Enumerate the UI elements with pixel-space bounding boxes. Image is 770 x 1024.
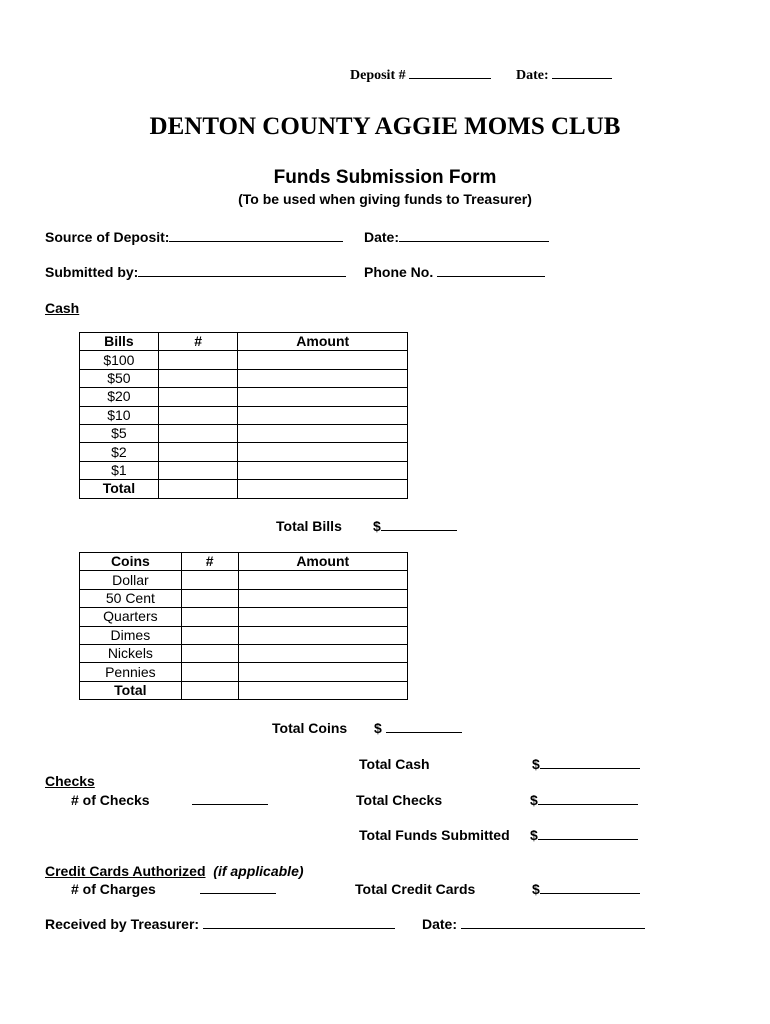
coin-count-cell[interactable] (181, 589, 238, 607)
credit-count-field[interactable] (200, 881, 276, 894)
bill-count-cell[interactable] (158, 406, 238, 424)
total-coins-field[interactable] (386, 720, 462, 733)
bills-total-count-cell[interactable] (158, 480, 238, 498)
table-row (80, 626, 408, 644)
total-credit-field[interactable] (540, 881, 640, 894)
coin-count-cell[interactable] (181, 571, 238, 589)
coins-header-amount: Amount (238, 553, 407, 571)
bill-denomination: $100 (80, 351, 159, 369)
table-row (80, 424, 408, 442)
coin-amount-cell[interactable] (238, 663, 407, 681)
source-date-field[interactable] (399, 229, 549, 242)
bills-header-denomination: Bills (80, 333, 159, 351)
cash-heading: Cash (45, 300, 80, 316)
phone-field[interactable] (437, 264, 545, 277)
bill-amount-cell[interactable] (238, 424, 408, 442)
total-cash-label: Total Cash (359, 756, 430, 772)
table-row (80, 644, 408, 662)
bill-count-cell[interactable] (158, 388, 238, 406)
total-funds-row (530, 827, 638, 843)
total-coins-row (374, 720, 462, 736)
table-row (80, 608, 408, 626)
coin-amount-cell[interactable] (238, 589, 407, 607)
received-label: Received by Treasurer: (45, 916, 200, 932)
total-checks-label: Total Checks (356, 792, 443, 808)
total-bills-row (373, 518, 457, 534)
coin-denomination: 50 Cent (80, 589, 182, 607)
total-credit-label: Total Credit Cards (355, 881, 476, 897)
received-date-field[interactable] (461, 916, 645, 929)
table-row (80, 589, 408, 607)
coin-amount-cell[interactable] (238, 608, 407, 626)
table-row (80, 443, 408, 461)
bill-count-cell[interactable] (158, 351, 238, 369)
phone-row (364, 264, 545, 280)
bills-total-row (80, 480, 408, 498)
bill-denomination: $10 (80, 406, 159, 424)
coin-denomination: Pennies (80, 663, 182, 681)
source-label: Source of Deposit: (45, 229, 170, 245)
deposit-number-row (350, 66, 491, 84)
total-coins-label: Total Coins (272, 720, 348, 736)
submitted-field[interactable] (138, 264, 346, 277)
table-row (80, 461, 408, 479)
coins-header-row (80, 553, 408, 571)
bills-table (79, 332, 408, 499)
received-date-label: Date: (422, 916, 458, 932)
total-bills-field[interactable] (381, 518, 457, 531)
checks-count-field[interactable] (192, 792, 268, 805)
coins-total-amount-cell[interactable] (238, 681, 407, 699)
table-row (80, 663, 408, 681)
coins-table (79, 552, 408, 700)
credit-count-row (200, 881, 276, 897)
bills-header-row (80, 333, 408, 351)
bill-denomination: $20 (80, 388, 159, 406)
bills-header-count: # (158, 333, 238, 351)
table-row (80, 388, 408, 406)
bills-total-label: Total (80, 480, 159, 498)
checks-count-row (192, 792, 268, 808)
credit-heading: Credit Cards Authorized (45, 863, 206, 879)
received-date-row (422, 916, 645, 932)
top-date-field[interactable] (552, 66, 612, 79)
total-credit-row (532, 881, 640, 897)
total-bills-label: Total Bills (276, 518, 342, 534)
total-funds-field[interactable] (538, 827, 638, 840)
coin-denomination: Dollar (80, 571, 182, 589)
checks-count-label: # of Checks (71, 792, 150, 808)
table-row (80, 406, 408, 424)
bill-amount-cell[interactable] (238, 388, 408, 406)
coin-denomination: Quarters (80, 608, 182, 626)
table-row (80, 351, 408, 369)
credit-count-label: # of Charges (71, 881, 156, 897)
total-checks-field[interactable] (538, 792, 638, 805)
table-row (80, 571, 408, 589)
coin-count-cell[interactable] (181, 663, 238, 681)
source-date-label: Date: (364, 229, 400, 245)
coins-total-count-cell[interactable] (181, 681, 238, 699)
top-date-row (516, 66, 612, 84)
total-cash-currency: $ (532, 756, 540, 772)
bill-amount-cell[interactable] (238, 369, 408, 387)
coin-count-cell[interactable] (181, 608, 238, 626)
received-row (45, 916, 395, 932)
coins-header-count: # (181, 553, 238, 571)
bill-count-cell[interactable] (158, 461, 238, 479)
bill-amount-cell[interactable] (238, 351, 408, 369)
coin-amount-cell[interactable] (238, 571, 407, 589)
total-funds-currency: $ (530, 827, 538, 843)
coin-count-cell[interactable] (181, 626, 238, 644)
total-cash-row (532, 756, 640, 772)
total-bills-currency: $ (373, 518, 381, 534)
form-subtitle: (To be used when giving funds to Treasurer) (238, 191, 532, 207)
source-row (45, 229, 343, 245)
form-title: Funds Submission Form (273, 167, 497, 188)
submitted-label: Submitted by: (45, 264, 139, 280)
coin-amount-cell[interactable] (238, 644, 407, 662)
total-checks-currency: $ (530, 792, 538, 808)
credit-heading-row (45, 863, 304, 879)
coin-amount-cell[interactable] (238, 626, 407, 644)
org-title: DENTON COUNTY AGGIE MOMS CLUB (149, 113, 621, 140)
top-date-label: Date: (516, 68, 549, 83)
bills-total-amount-cell[interactable] (238, 480, 408, 498)
credit-note: (if applicable) (213, 863, 304, 879)
bill-count-cell[interactable] (158, 443, 238, 461)
received-field[interactable] (203, 916, 395, 929)
coin-count-cell[interactable] (181, 644, 238, 662)
checks-heading: Checks (45, 773, 95, 789)
total-credit-currency: $ (532, 881, 540, 897)
bill-count-cell[interactable] (158, 369, 238, 387)
source-field[interactable] (169, 229, 343, 242)
coins-total-label: Total (80, 681, 182, 699)
coin-denomination: Nickels (80, 644, 182, 662)
total-coins-currency: $ (374, 720, 382, 736)
bill-denomination: $1 (80, 461, 159, 479)
total-checks-row (530, 792, 638, 808)
coin-denomination: Dimes (80, 626, 182, 644)
total-funds-label: Total Funds Submitted (359, 827, 510, 843)
bill-denomination: $5 (80, 424, 159, 442)
coins-header-denomination: Coins (80, 553, 182, 571)
phone-label: Phone No. (364, 264, 434, 280)
coins-total-row (80, 681, 408, 699)
bills-header-amount: Amount (238, 333, 408, 351)
submitted-row (45, 264, 346, 280)
deposit-number-label: Deposit # (350, 68, 406, 83)
bill-amount-cell[interactable] (238, 406, 408, 424)
total-cash-field[interactable] (540, 756, 640, 769)
deposit-number-field[interactable] (409, 66, 491, 79)
bill-amount-cell[interactable] (238, 461, 408, 479)
source-date-row (364, 229, 549, 245)
bill-denomination: $2 (80, 443, 159, 461)
bill-amount-cell[interactable] (238, 443, 408, 461)
bill-count-cell[interactable] (158, 424, 238, 442)
bill-denomination: $50 (80, 369, 159, 387)
table-row (80, 369, 408, 387)
